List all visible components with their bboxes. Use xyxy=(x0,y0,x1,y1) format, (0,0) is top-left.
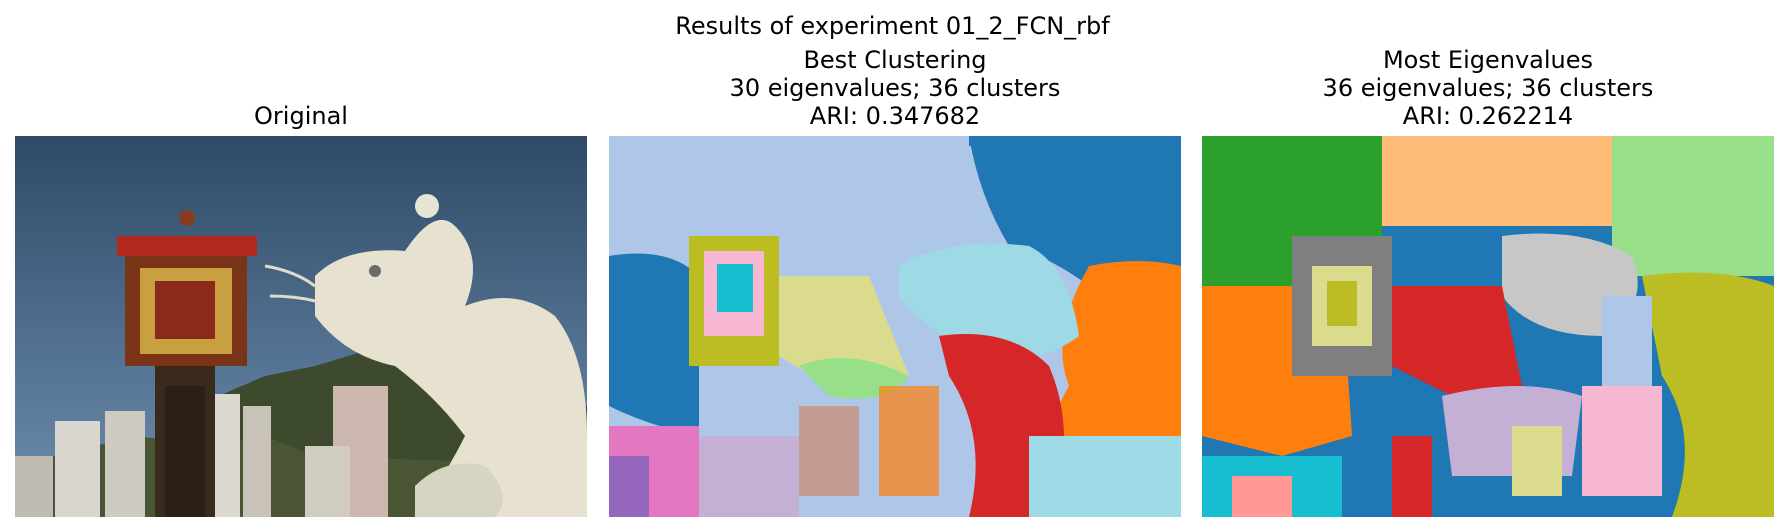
panel-3-title xyxy=(1202,46,1774,130)
panel-1-title xyxy=(15,102,587,130)
most-eigenvalues-segmentation-panel xyxy=(1202,136,1774,517)
best-clustering-segmentation-panel xyxy=(609,136,1181,517)
panel-2-title-line-3: ARI: 0.347682 xyxy=(809,102,981,130)
best-clustering-segmentation xyxy=(609,136,1181,517)
figure-suptitle: Results of experiment 01_2_FCN_rbf xyxy=(675,12,1110,40)
panel-2-title-line-2: 30 eigenvalues; 36 clusters xyxy=(729,74,1061,102)
original-image xyxy=(15,136,587,517)
panel-3-title-line-1: Most Eigenvalues xyxy=(1382,46,1594,74)
panel-2-title xyxy=(609,46,1181,130)
panel-2-title-line-1: Best Clustering xyxy=(803,46,987,74)
panel-3-title-line-3: ARI: 0.262214 xyxy=(1402,102,1574,130)
panel-1-title-line-1: Original xyxy=(254,102,348,130)
original-image-panel xyxy=(15,136,587,517)
panel-3-title-line-2: 36 eigenvalues; 36 clusters xyxy=(1322,74,1654,102)
most-eigenvalues-segmentation xyxy=(1202,136,1774,517)
